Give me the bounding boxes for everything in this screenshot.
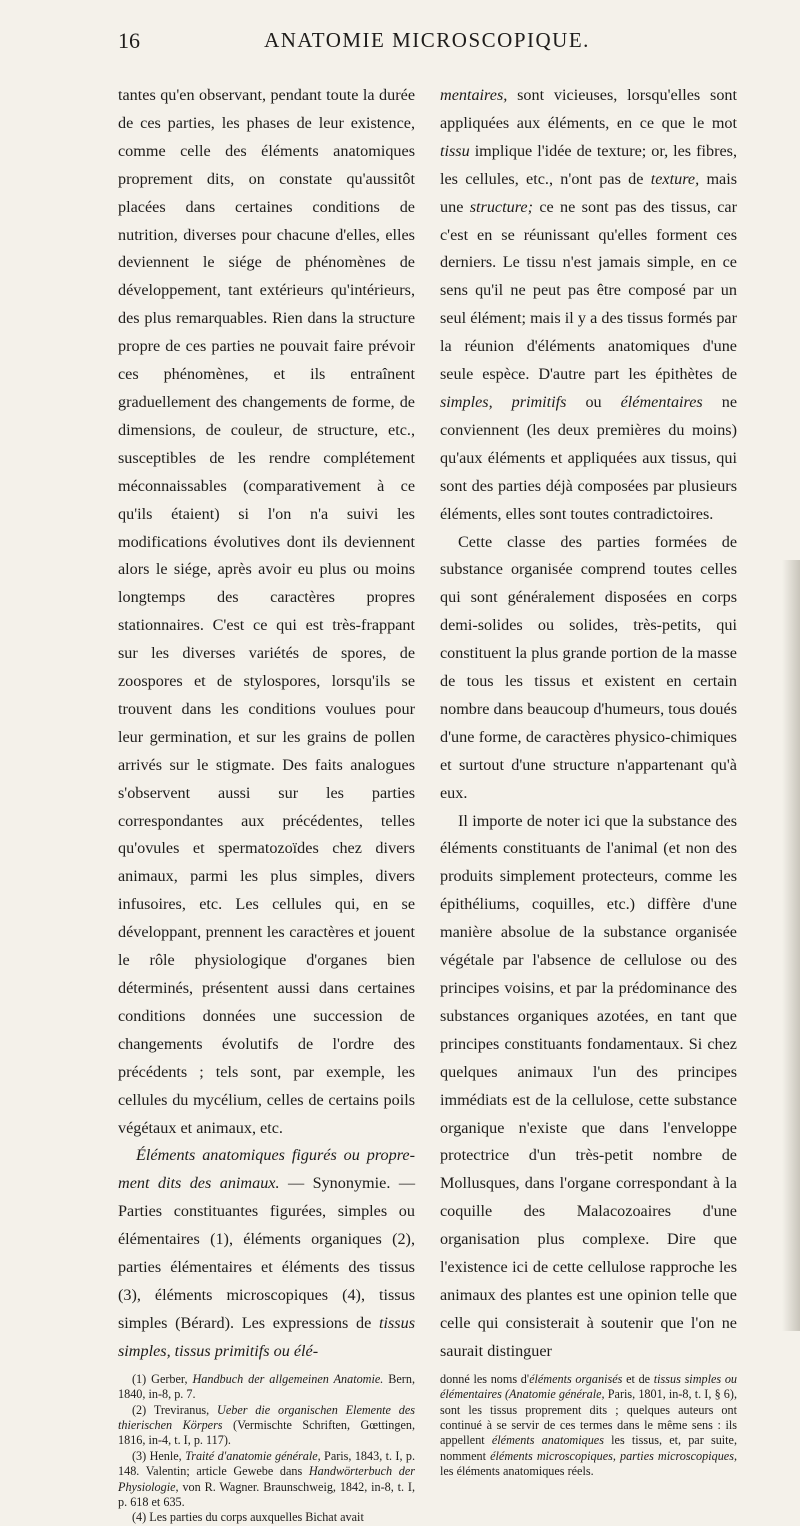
word-elementaires: élémentaires [620,392,703,411]
fn-cont-5: les éléments anatomiques réels. [440,1464,594,1479]
page-header [118,28,736,58]
footnote-4-rest: Les parties du corps auxquelles Bichat avait [149,1510,364,1525]
left-footnotes [118,1372,415,1526]
fn-italic-2: tissus simples ou élémentaires [440,1371,738,1402]
footnote-2-number: (2) [132,1402,147,1417]
right-footnote-continuation [440,1372,737,1480]
right-paragraph-1 [440,82,737,529]
footnote-3 [118,1449,415,1511]
page-number: 16 [118,28,140,53]
right-para1-c: mais une [440,169,738,216]
footnote-3-rest: Paris, 1843, t. I, p. 148. Valentin; article Gewebe dans [118,1448,416,1479]
right-para1-a: sont vicieuses, lorsqu'elles sont appliquées aux éléments, en ce que le mot [440,86,737,132]
right-paragraph-2: Cette classe des parties formées de substance organisée comprend toutes celles qui sont généralement disposées en corps demi-solides ou solides, très-petits, qui constituent la plus grande portion de la masse de tous les tissus et existent en certain nombre dans beaucoup d'humeurs, tous doués d'une forme, de caractères physico-chimiques et surtout d'une structure n'appartenant qu'à eux. [440,532,737,802]
section-heading [118,1142,415,1365]
running-title: ANATOMIE MICROSCOPIQUE. [264,28,590,52]
footnote-2-title: Ueber die organischen Elemente des thierischen Körpers [118,1402,416,1432]
right-para1-d: ce ne sont pas des tissus, car c'est en se réunissant qu'elles forment ces derniers. Le tissu n'est jamais simple, en ce sens qu'il ne peut pas être composé par un seul élément; mais il y a des tissus formés par la réunion d'éléments anatomiques d'une seule espèce. D'autre part les épithètes de [440,197,738,384]
left-paragraph-1: tantes qu'en observant, pendant toute la durée de ces parties, les phases de leur existence, comme celle des éléments anatomiques proprement dits, on constate qu'aussitôt placées dans certaines conditions de nutrition, diverses pour chacune d'elles, elles deviennent le siége de phénomènes de développement, tant extérieurs qu'intérieurs, des plus remarquables. Rien dans la structure propre de ces parties ne pouvait faire prévoir ces phénomènes, et ils entraînent graduellement des changements de forme, de dimensions, de couleur, de structure, etc., susceptibles de les rendre complétement méconnaissables (comparativement à ce qu'ils étaient) si l'on n'a suivi les modifications évolutives dont ils deviennent alors le siége, après avoir eu plus ou moins longtemps des caractères propres stationnaires. C'est ce qui est très-frappant sur les diverses variétés de spores, de zoospores et de stylospores, lorsqu'ils se trouvent dans les conditions voulues pour leur germination, et sur les grains de pollen arrivés sur le stigmate. Des faits analogues s'observent aussi sur les parties correspondantes aux précédentes, telles qu'ovules et spermatozoïdes chez divers animaux, parmi les plus simples, divers infusoires, etc. Les cellules qui, en se développant, prennent les caractères et jouent le rôle physiologique d'organes bien déterminés, présentent aussi dans certaines conditions données une succession de changements évolutifs de l'ordre des précédents ; tels sont, par exemple, les cellules du mycélium, celles de certains poils végétaux et animaux, etc. [118,86,415,1137]
section-title: Éléments anatomiques figurés ou propre-ment dits des animaux. [118,1146,415,1193]
right-paragraph-3: Il importe de noter ici que la substance des éléments constituants de l'animal (et non des produits simplement protecteurs, comme les épithéliums, coquilles, etc.) diffère d'une manière absolue de la substance organisée végétale par l'absence de cellulose ou des principes voisins, et par la prédominance des substances organiques azotées, en tant que principes constituants fondamentaux. Si chez quelques animaux l'un des principes immédiats est de la cellulose, cette substance organique n'existe que dans l'enveloppe protectrice d'un très-petit nombre de Mollusques, dans l'organe correspondant à la coquille des Malacozoaires d'une organisation plus complexe. Dire que l'existence ici de cette cellulose rapproche les animaux des plantes est une opinion telle que celle qui consisterait à soutenir que l'on ne saurait distinguer [440,811,737,1360]
page-edge-shadow [782,560,800,1331]
footnote-2-rest: (Vermischte Schriften, Gœttingen, 1816, in-4, t. I, p. 117). [118,1417,416,1448]
fn-cont-3: Paris, 1801, in-8, t. I, § 6), sont les tissus proprement dits ; quelques auteurs ont continué à se servir de ces termes dans le même sens : ils appellent [440,1387,738,1448]
word-structure: structure; [469,197,533,216]
right-column [440,82,737,1480]
footnote-1-author: Gerber, [151,1371,188,1386]
fn-italic-5: éléments microscopiques, parties microscopiques, [490,1448,738,1463]
left-column [118,82,415,1526]
footnote-4 [118,1510,415,1525]
right-lead-italic: mentaires, [440,86,508,104]
word-texture: texture, [650,169,700,188]
footnote-3-number: (3) [132,1448,147,1463]
footnote-1-rest: Bern, 1840, in-8, p. 7. [118,1371,416,1402]
right-para1-b: implique l'idée de texture; or, les fibres, les cellules, etc., n'ont pas de [440,141,737,188]
footnote-3-title-2: Handwörterbuch der Physiologie, [118,1464,415,1494]
fn-italic-1: éléments organisés [529,1371,623,1386]
footnote-1-title: Handbuch der allgemeinen Anatomie. [192,1371,384,1386]
section-label: — Synonymie. — [287,1174,416,1193]
right-para1-f: ne conviennent (les deux premières du moins) qu'aux éléments et appliquées aux tissus, qui sont des parties déjà composées par plusieurs éléments, elles sont toutes contradictoires. [440,392,737,523]
fn-cont-4: les tissus, et, par suite, nomment [440,1433,738,1463]
word-simples-primitifs: simples, primitifs [440,392,567,411]
right-para1-e: ou [585,392,602,411]
fn-italic-3: (Anatomie générale, [504,1387,605,1402]
footnote-4-number: (4) [132,1510,147,1525]
fn-cont-1: donné les noms d' [440,1371,530,1386]
footnote-3-author: Henle, [149,1448,182,1463]
fn-cont-2: et de [626,1371,651,1386]
fn-italic-4: éléments anatomiques [491,1433,604,1448]
footnote-3-title: Traité d'anatomie générale, [185,1448,321,1463]
footnote-3-rest-2: von R. Wagner. Braunschweig, 1842, in-8, t. I, p. 618 et 635. [118,1479,416,1509]
footnote-4-continued [440,1372,737,1480]
footnote-2-author: Treviranus, [153,1402,210,1417]
left-paragraph-2-italic: tissus simples, tissus primitifs ou élé- [118,1313,416,1360]
footnote-1-number: (1) [132,1371,147,1386]
footnote-2 [118,1403,415,1449]
footnote-1 [118,1372,415,1403]
left-paragraph-2: Parties constituantes figurées, simples ou élémentaires (1), éléments organiques (2), parties élémentaires et éléments des tissus (3), éléments microscopiques (4), tissus simples (Bérard). Les expressions de [118,1202,415,1332]
word-tissu: tissu [440,141,470,160]
